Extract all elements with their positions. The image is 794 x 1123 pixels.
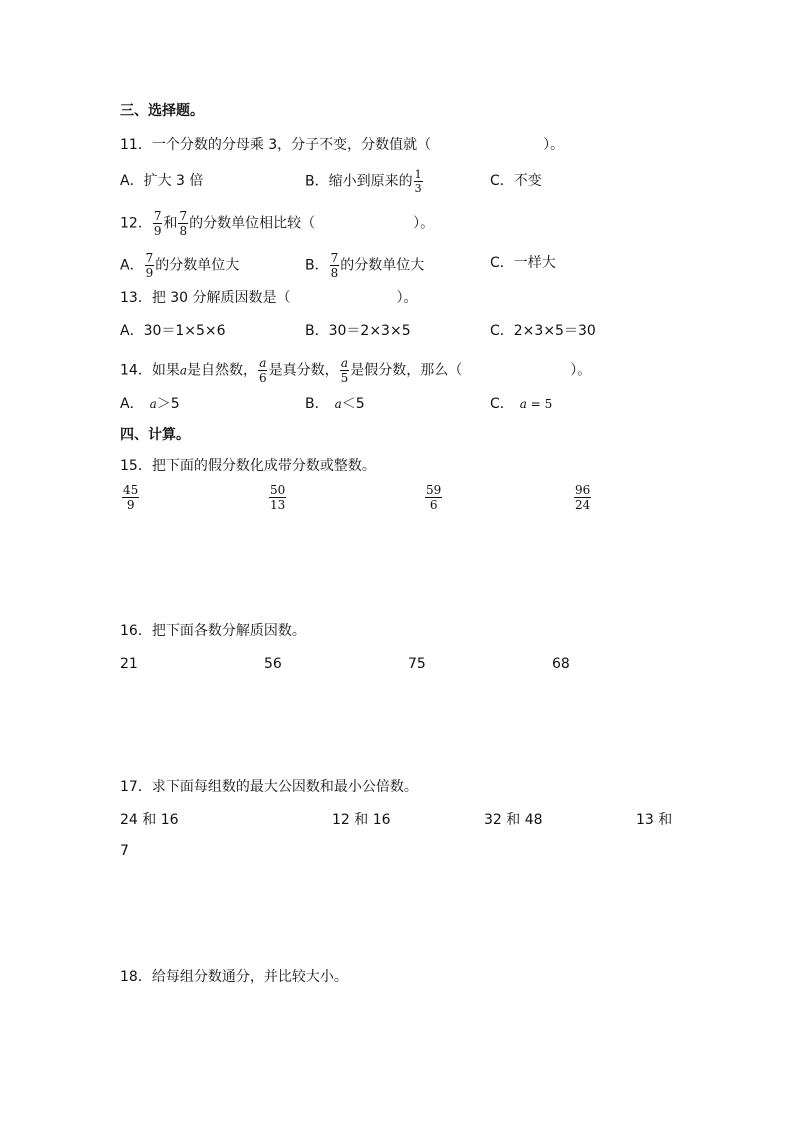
variable-a: a [179,363,187,378]
fraction-numerator: 7 [153,209,162,223]
q16-number-2: 56 [264,656,282,672]
fraction [145,252,155,279]
q12-option-b-label: B． [305,257,329,274]
q14-option-c-relation: = 5 [526,397,553,411]
question-12-and: 和 [163,215,178,232]
q15-fraction-3 [424,484,443,511]
q14-option-b-label: B． [305,396,329,412]
fraction-numerator: a [340,356,349,370]
question-12 [120,210,434,237]
q14-option-c-label: C． [490,396,514,412]
q14-option-b [305,394,365,414]
fraction-numerator: 45 [123,483,139,497]
fraction-denominator: 13 [270,498,286,512]
q15-fraction-1 [121,484,140,511]
variable-a: a [334,397,342,411]
fraction [330,252,340,279]
fraction [122,484,139,511]
fraction-numerator: 1 [414,168,422,181]
question-12-number: 12． [120,215,152,232]
q12-option-c: C．一样大 [490,255,556,271]
q12-option-b [305,252,424,279]
fraction-denominator: 8 [330,266,339,280]
fraction-denominator: 6 [258,371,267,385]
section-title-choice: 三、选择题。 [120,103,204,119]
q17-group-3: 32 和 48 [484,812,543,828]
q11-option-b [305,169,424,194]
q13-option-c: C．2×3×5＝30 [490,323,596,339]
fraction [178,210,188,237]
q12-option-b-text: 的分数单位大 [340,257,425,274]
q15-fraction-4 [573,484,592,511]
q14-option-a-label: A． [120,396,144,412]
section-title-calculation: 四、计算。 [120,427,190,443]
q17-group-2: 12 和 16 [332,812,391,828]
question-15: 15．把下面的假分数化成带分数或整数。 [120,458,376,474]
question-13-text: 13．把 30 分解质因数是（ [120,290,291,306]
q11-option-c: C．不变 [490,173,542,189]
q16-number-1: 21 [120,656,138,672]
fraction-numerator: 96 [575,483,591,497]
q17-group-4-wrap: 7 [120,843,129,859]
fraction-denominator: 6 [429,498,438,512]
question-13 [120,288,418,308]
fraction [414,169,423,194]
q12-option-a [120,252,239,279]
fraction [574,484,591,511]
fraction-numerator: 7 [330,251,339,265]
question-12-text: 的分数单位相比较（ [189,215,316,232]
fraction-denominator: 9 [126,498,135,512]
q12-option-a-label: A． [120,257,144,274]
fraction [269,484,286,511]
fraction [258,357,268,384]
q15-fraction-2 [268,484,287,511]
question-13-close: ）。 [396,290,418,306]
q16-number-4: 68 [552,656,570,672]
fraction-numerator: a [259,356,267,370]
fraction-numerator: 59 [426,483,442,497]
fraction [425,484,442,511]
q14-option-a-relation: ＞5 [156,396,180,412]
q17-group-4: 13 和 [636,812,673,828]
variable-a: a [519,397,527,411]
q12-option-a-text: 的分数单位大 [155,257,240,274]
question-16: 16．把下面各数分解质因数。 [120,623,306,639]
fraction-denominator: 5 [340,371,349,385]
question-14-mid2: 是真分数， [268,362,339,379]
q11-option-b-text: B．缩小到原来的 [305,173,413,190]
q14-option-b-relation: ＜5 [341,396,365,412]
q14-option-a [120,394,180,414]
q13-option-b: B．30＝2×3×5 [305,323,411,339]
q11-option-a: A．扩大 3 倍 [120,173,204,189]
fraction [153,210,163,237]
fraction [340,357,350,384]
question-12-close: ）。 [413,215,435,232]
question-11-text: 11．一个分数的分母乘 3，分子不变，分数值就（ [120,137,432,153]
question-14-mid1: 是自然数， [186,362,257,379]
fraction-denominator: 9 [153,224,162,238]
question-18: 18．给每组分数通分，并比较大小。 [120,969,348,985]
question-14-mid3: 是假分数，那么（ [350,362,463,379]
question-14-prefix: 14．如果 [120,362,180,379]
question-14-close: ）。 [570,362,592,379]
variable-a: a [149,397,157,411]
fraction-numerator: 7 [145,251,154,265]
fraction-denominator: 3 [414,182,422,195]
question-17: 17．求下面每组数的最大公因数和最小公倍数。 [120,779,418,795]
q13-option-a: A．30＝1×5×6 [120,323,226,339]
fraction-numerator: 7 [179,209,188,223]
fraction-denominator: 9 [145,266,154,280]
fraction-denominator: 24 [575,498,591,512]
q17-group-1: 24 和 16 [120,812,179,828]
q14-option-c [490,394,552,414]
fraction-denominator: 8 [179,224,188,238]
fraction-numerator: 50 [270,483,286,497]
question-11-close: ）。 [543,137,565,153]
question-14 [120,357,591,384]
question-11 [120,135,564,155]
q16-number-3: 75 [408,656,426,672]
